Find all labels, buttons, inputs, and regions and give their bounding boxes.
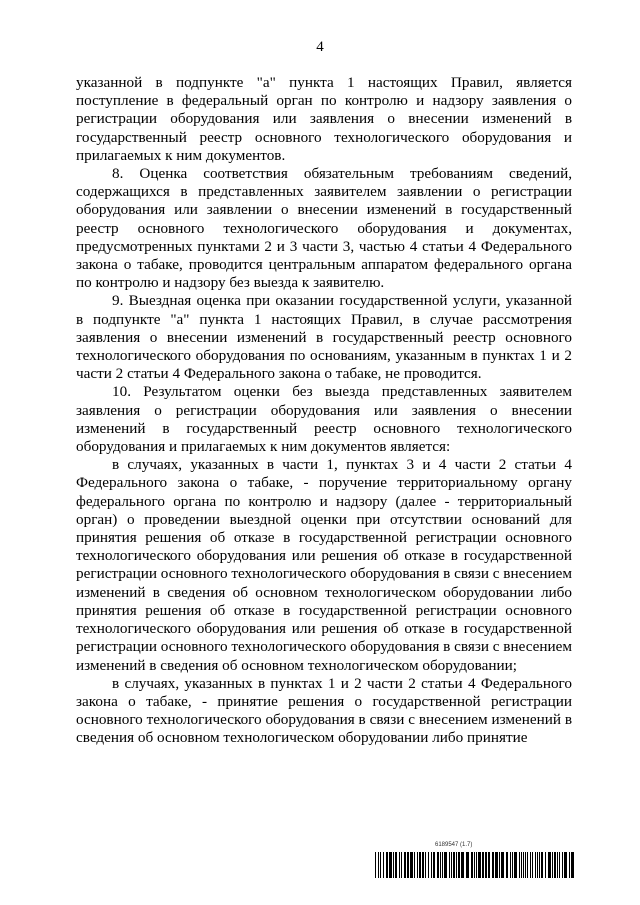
document-body bbox=[76, 74, 572, 748]
paragraph-8: 8. Оценка соответствия обязательным требованиям сведений, содержащихся в представленных заявителем заявлении о регистрации оборудования или заявлении о внесении изменений в государственный реестр основного технологического оборудования и документах, предусмотренных пунктами 2 и 3 части 3, частью 4 статьи 4 Федерального закона о табаке, проводится центральным аппаратом федерального органа по контролю и надзору без выезда к заявителю. bbox=[76, 165, 572, 292]
paragraph-10-case-2: в случаях, указанных в пунктах 1 и 2 части 2 статьи 4 Федерального закона о табаке, - принятие решения о государственной регистрации основного технологического оборудования в связи с внесением изменений в сведения об основном технологическом оборудовании либо принятие bbox=[76, 674, 572, 747]
barcode-graphic bbox=[375, 852, 575, 878]
barcode-caption: 6189547 (1.7) bbox=[435, 842, 473, 848]
document-barcode bbox=[375, 842, 575, 880]
paragraph-9: 9. Выездная оценка при оказании государственной услуги, указанной в подпункте "а" пункта 1 настоящих Правил, в случае рассмотрения заявления о внесении изменений в государственный реестр основного технологического оборудования по основаниям, указанным в пунктах 1 и 2 части 2 статьи 4 Федерального закона о табаке, не проводится. bbox=[76, 292, 572, 383]
paragraph-10: 10. Результатом оценки без выезда представленных заявителем заявления о регистрации оборудования или заявления о внесении изменений в государственный реестр основного технологического оборудования и прилагаемых к ним документов является: bbox=[76, 383, 572, 456]
paragraph-10-case-1: в случаях, указанных в части 1, пунктах 3 и 4 части 2 статьи 4 Федерального закона о табаке, - поручение территориальному органу федерального органа по контролю и надзору (далее - территориальный орган) о проведении выездной оценки при отсутствии оснований для принятия решения об отказе в государственной регистрации основного технологического оборудования или решения об отказе в государственной регистрации основного технологического оборудования в связи с внесением изменений в сведения об основном технологическом оборудовании либо принятия решения об отказе в государственной регистрации основного технологического оборудования или решения об отказе в государственной регистрации основного технологического оборудования в связи с внесением изменений в сведения об основном технологическом оборудовании; bbox=[76, 456, 572, 674]
paragraph-continuation: указанной в подпункте "а" пункта 1 настоящих Правил, является поступление в федеральный орган по контролю и надзору заявления о регистрации оборудования или заявления о внесении изменений в государственный реестр основного технологического оборудования и прилагаемых к ним документов. bbox=[76, 74, 572, 164]
page-number: 4 bbox=[316, 39, 324, 55]
